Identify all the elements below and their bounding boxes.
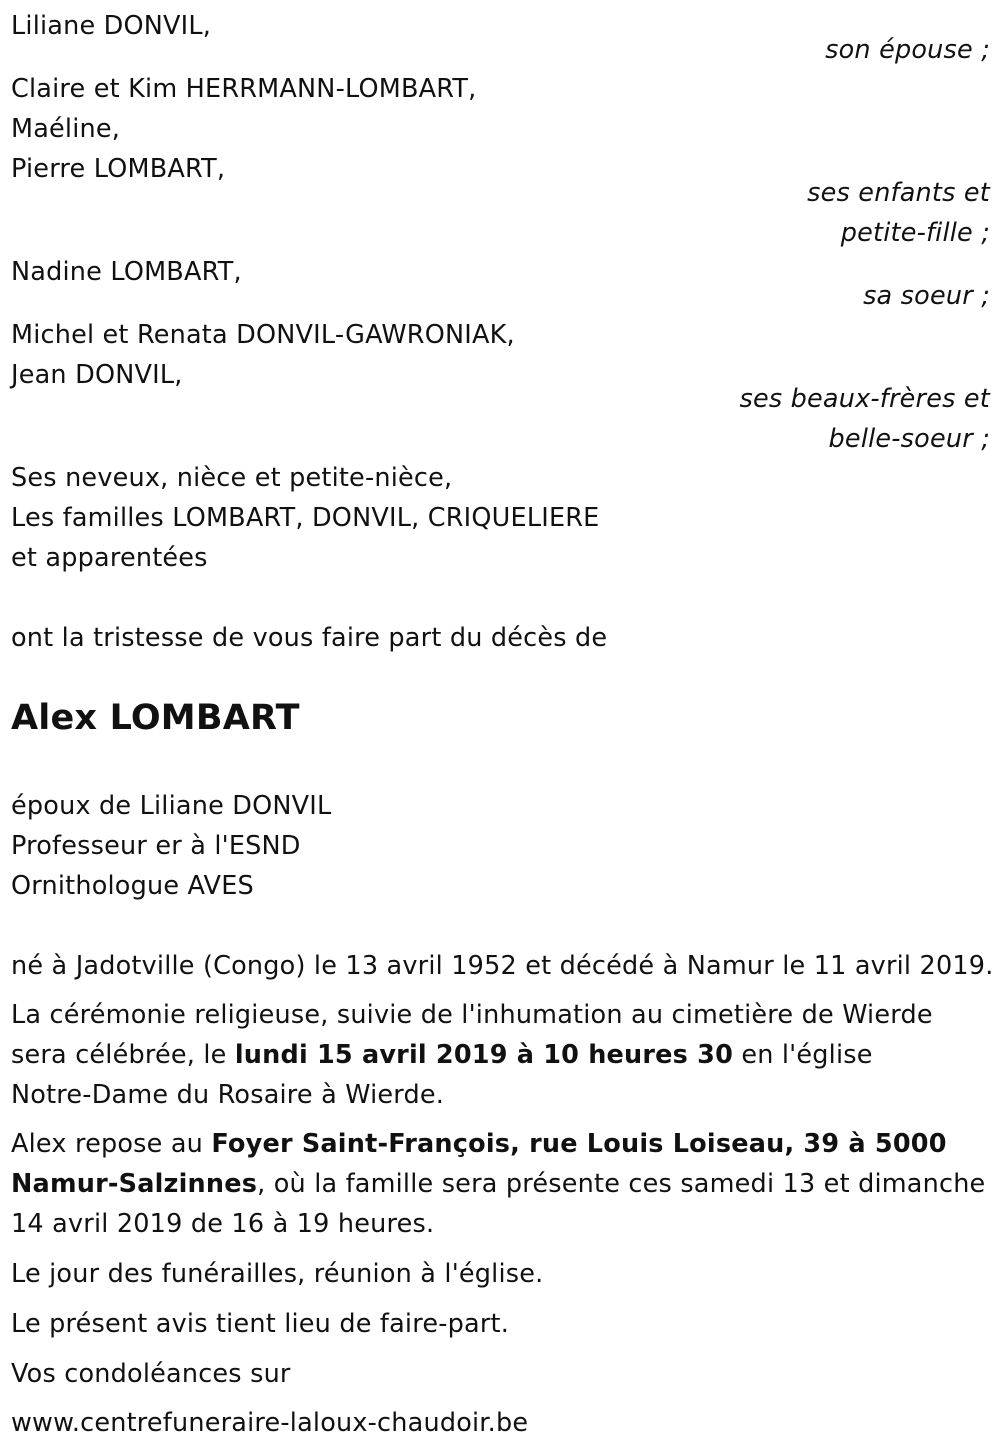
family-name-line: Claire et Kim HERRMANN-LOMBART, bbox=[11, 74, 477, 104]
deceased-title-line: Professeur er à l'ESND bbox=[11, 831, 301, 861]
ceremony-text: sera célébrée, le bbox=[11, 1040, 235, 1070]
rest-line bbox=[11, 1129, 947, 1159]
relation-label: belle-soeur ; bbox=[828, 424, 990, 454]
website-link[interactable]: www.centrefuneraire-laloux-chaudoir.be bbox=[11, 1408, 529, 1438]
family-name-line: Michel et Renata DONVIL-GAWRONIAK, bbox=[11, 320, 515, 350]
family-name-line: et apparentées bbox=[11, 543, 208, 573]
family-name-line: Ses neveux, nièce et petite-nièce, bbox=[11, 463, 453, 493]
announcement-text: ont la tristesse de vous faire part du décès de bbox=[11, 623, 608, 653]
family-name-line: Liliane DONVIL, bbox=[11, 11, 212, 41]
ceremony-line bbox=[11, 1040, 873, 1070]
rest-line bbox=[11, 1169, 986, 1199]
relation-label: petite-fille ; bbox=[840, 218, 990, 248]
family-name-line: Les familles LOMBART, DONVIL, CRIQUELIERE bbox=[11, 503, 600, 533]
relation-label: sa soeur ; bbox=[863, 281, 990, 311]
relation-label: son épouse ; bbox=[825, 35, 990, 65]
deceased-title-line: époux de Liliane DONVIL bbox=[11, 791, 332, 821]
ceremony-line: Notre-Dame du Rosaire à Wierde. bbox=[11, 1080, 445, 1110]
rest-text: Alex repose au bbox=[11, 1129, 212, 1159]
relation-label: ses beaux-frères et bbox=[739, 384, 990, 414]
ceremony-line: La cérémonie religieuse, suivie de l'inhumation au cimetière de Wierde bbox=[11, 1000, 933, 1030]
deceased-title-line: Ornithologue AVES bbox=[11, 871, 254, 901]
ceremony-text: en l'église bbox=[733, 1040, 873, 1070]
rest-line: 14 avril 2019 de 16 à 19 heures. bbox=[11, 1209, 435, 1239]
deceased-name: Alex LOMBART bbox=[11, 698, 300, 738]
rest-address: Namur-Salzinnes bbox=[11, 1169, 258, 1199]
family-name-line: Pierre LOMBART, bbox=[11, 154, 226, 184]
condolences-label: Vos condoléances sur bbox=[11, 1359, 291, 1389]
birth-death-text: né à Jadotville (Congo) le 13 avril 1952 et décédé à Namur le 11 avril 2019. bbox=[11, 951, 994, 981]
relation-label: ses enfants et bbox=[807, 178, 990, 208]
family-name-line: Jean DONVIL, bbox=[11, 360, 183, 390]
family-name-line: Nadine LOMBART, bbox=[11, 257, 242, 287]
rest-address: Foyer Saint-François, rue Louis Loiseau, 39 à 5000 bbox=[211, 1129, 947, 1159]
rest-text: , où la famille sera présente ces samedi 13 et dimanche bbox=[257, 1169, 986, 1199]
ceremony-date: lundi 15 avril 2019 à 10 heures 30 bbox=[234, 1040, 734, 1070]
family-name-line: Maéline, bbox=[11, 114, 121, 144]
notice-text: Le présent avis tient lieu de faire-part. bbox=[11, 1309, 510, 1339]
funeral-meeting-text: Le jour des funérailles, réunion à l'église. bbox=[11, 1259, 544, 1289]
